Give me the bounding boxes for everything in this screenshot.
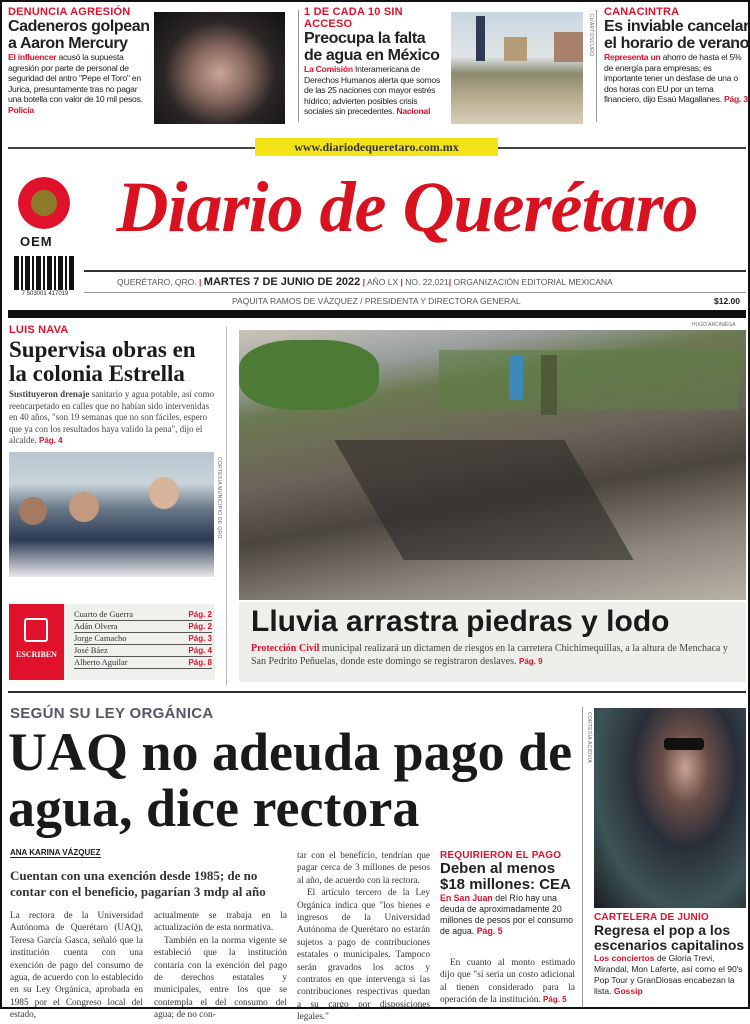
barcode-number: 7 503001 417019 bbox=[21, 291, 69, 297]
lead-body-col2: actualmente se trabaja en la actualización de esta normativa. También en la norma vigente se estableció que la institución contaría con la exención del pago de derechos estatales y municipales, entre los que se contempla el del consumo del agua; de no con- bbox=[154, 911, 287, 1021]
main-photo-caption[interactable] bbox=[239, 602, 746, 682]
photo-credit: CUARTOSCURO bbox=[588, 14, 594, 57]
teaser-agua-mexico[interactable] bbox=[304, 6, 447, 117]
story-cea[interactable] bbox=[440, 850, 575, 937]
caption-body: Protección Civil municipal realizará un dictamen de riesgos en la carretera Chichimequillas, a la altura de Menchaca y San Pedrito Peñuelas, donde este domingo se registraron deslaves. Pág. 9 bbox=[251, 643, 728, 667]
escriben-box bbox=[9, 604, 215, 680]
price: $12.00 bbox=[714, 296, 740, 306]
luis-nava-photo bbox=[9, 452, 214, 577]
story-title: Supervisa obras en la colonia Estrella bbox=[9, 337, 196, 386]
teaser-kicker: DENUNCIA AGRESIÓN bbox=[8, 6, 131, 18]
teaser-body: La Comisión Interamericana de Derechos Humanos alerta que somos de las 25 naciones con mayor estrés hídrico; advierten posibles crisis sociales sin precedentes. Nacional bbox=[304, 64, 441, 116]
story-kicker: CARTELERA DE JUNIO bbox=[594, 912, 709, 923]
teaser-aaron-mercury[interactable] bbox=[8, 6, 151, 115]
story-title: Deben al menos $18 millones: CEA bbox=[440, 860, 571, 893]
columnist-item[interactable]: Alberto Aguilar Pág. 8 bbox=[74, 657, 212, 667]
teaser-body: Representa un ahorro de hasta el 5% de energía para empresas; es importante tener un desfase de una o dos horas con EU por un tema financiero, dijo Esaú Magallanes. Pág. 3 bbox=[604, 52, 748, 104]
director-line: PAQUITA RAMOS DE VÁZQUEZ / PRESIDENTA Y DIRECTORA GENERAL bbox=[232, 296, 521, 306]
photo-credit: CORTESÍA ACIDVIA bbox=[586, 712, 592, 764]
masthead-bar bbox=[8, 310, 746, 318]
oem-logo: OEM bbox=[20, 234, 53, 249]
teaser-body: El influencer acusó la supuesta agresión por parte de personal de seguridad del antro "Pepe el Toro" en Jurica, presuntamente tras no pagar una botella con valor de 10 mil pesos. Policía bbox=[8, 52, 143, 115]
teaser-title: Es inviable cancelar el horario de verano bbox=[604, 18, 749, 52]
columnist-item[interactable]: Cuarto de Guerra Pág. 2 bbox=[74, 609, 212, 619]
lead-deck: Cuentan con una exención desde 1985; de no contar con el beneficio, pagarían 3 mdp al año bbox=[10, 868, 266, 899]
teaser-title: Preocupa la falta de agua en México bbox=[304, 30, 440, 64]
main-headline: Lluvia arrastra piedras y lodo bbox=[251, 605, 670, 638]
story-body: Sustituyeron drenaje sanitario y agua potable, así como reencarpetado en calles que no habían sido intervenidas en 40 años, "son 19 semanas que no son fáciles, espero que ya con los resultados haya valido la pena", dijo el alcalde. Pág. 4 bbox=[9, 389, 215, 445]
lead-headline[interactable]: UAQ no adeuda pago de agua, dice rectora bbox=[8, 722, 573, 838]
oem-sun-logo bbox=[18, 177, 70, 229]
story-luis-nava[interactable] bbox=[9, 324, 219, 447]
barcode bbox=[14, 256, 76, 290]
columnist-item[interactable]: Adán Olvera Pág. 2 bbox=[74, 621, 212, 631]
columnist-item[interactable]: José Báez Pág. 4 bbox=[74, 645, 212, 655]
teaser-title: Cadeneros golpean a Aaron Mercury bbox=[8, 18, 150, 52]
columnist-item[interactable]: Jorge Camacho Pág. 3 bbox=[74, 633, 212, 643]
lead-kicker: SEGÚN SU LEY ORGÁNICA bbox=[10, 705, 214, 722]
photo-credit: HUGO ARCINIEGA bbox=[692, 322, 736, 328]
dateline: QUERÉTARO, QRO. | MARTES 7 DE JUNIO DE 2022 | AÑO LX | NO. 22,021| ORGANIZACIÓN EDITORIAL MEXICANA bbox=[117, 276, 613, 288]
escriben-badge bbox=[9, 604, 64, 680]
concert-photo bbox=[594, 708, 746, 908]
lead-body-col3: tar con el beneficio, tendrían que pagar cerca de 3 millones de pesos al año, de acuerdo con la rectora. El artículo tercero de la Ley Orgánica indica que "los bienes e ingresos de la Universidad Autónoma de Querétaro no estarán sujetos a pago de contribuciones estatales o municipales. Tampoco serán gravados los actos y contratos en que intervenga si las contribuciones respectivas quedan a su cargo por disposiciones legales." bbox=[297, 851, 430, 1023]
story-kicker: LUIS NAVA bbox=[9, 324, 69, 336]
story-body: Los conciertos de Gloria Trevi, Mirandal, Mon Laferte, así como el 90's Pop Tour y GranDiosas encabezan la lista. Gossip bbox=[594, 953, 743, 996]
aaron-mercury-photo bbox=[154, 12, 285, 124]
story-body: En San Juan del Río hay una deuda de aproximadamente 20 millones de pesos por el consumo de agua. Pág. 5 bbox=[440, 893, 574, 936]
landslide-photo bbox=[239, 330, 746, 600]
teaser-kicker: CANACINTRA bbox=[604, 6, 680, 18]
pen-icon bbox=[24, 618, 48, 642]
lead-body-col1: La rectora de la Universidad Autónoma de Querétaro (UAQ), Teresa García Gasca, señaló que la institución cuenta con una exención de pago del consumo de agua, de acuerdo con lo establecido en su Ley Orgánica, aprobada en 1985 por el Congreso local del estado, bbox=[10, 911, 143, 1021]
website-url[interactable]: www.diariodequeretaro.com.mx bbox=[255, 138, 498, 156]
story-title: Regresa el pop a los escenarios capitalinos bbox=[594, 922, 745, 953]
masthead-title: Diario de Querétaro bbox=[116, 167, 698, 247]
story-cartelera[interactable] bbox=[594, 912, 746, 997]
byline: ANA KARINA VÁZQUEZ bbox=[10, 848, 101, 857]
teaser-kicker: 1 DE CADA 10 SIN ACCESO bbox=[304, 6, 403, 30]
story-kicker: REQUIRIERON EL PAGO bbox=[440, 850, 562, 861]
teaser-horario-verano[interactable] bbox=[604, 6, 749, 105]
photo-credit: CORTESÍA MUNICIPIO DE QRO. bbox=[216, 457, 222, 541]
escriben-label: ESCRIBEN bbox=[16, 650, 57, 659]
lead-body-col4: En cuanto al monto estimado dijo que "sí sería un costo adicional al tienen considerado para la operación de la institución. Pág. 5 bbox=[440, 958, 575, 1006]
dry-river-photo bbox=[451, 12, 583, 124]
